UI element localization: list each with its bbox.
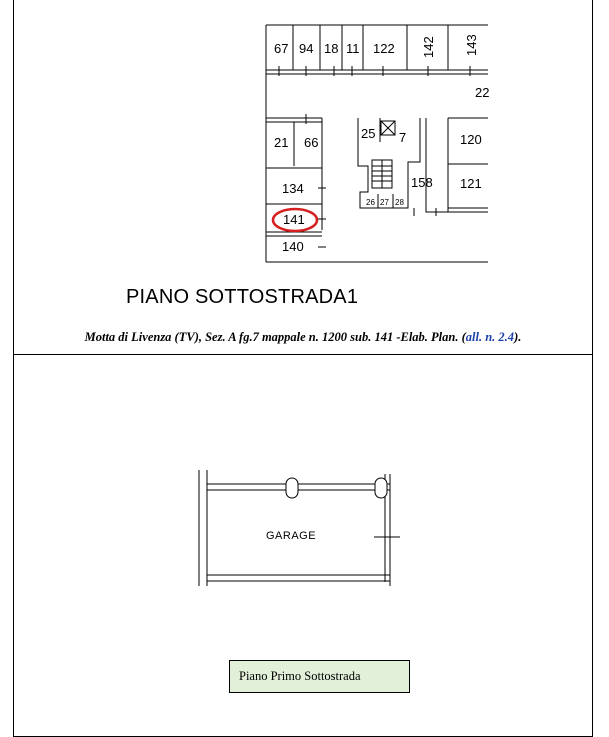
unit-26: 26 <box>366 198 375 207</box>
caption-reference: all. n. 2.4 <box>465 330 515 344</box>
unit-134: 134 <box>282 181 304 196</box>
unit-66: 66 <box>304 135 319 150</box>
pillar <box>375 478 387 498</box>
unit-22: 22 <box>475 85 490 100</box>
floor-title: PIANO SOTTOSTRADA1 <box>126 286 359 308</box>
plan-wall <box>426 118 450 212</box>
floor-plan-bottom <box>199 470 400 586</box>
unit-27: 27 <box>380 198 389 207</box>
unit-141: 141 <box>283 212 305 227</box>
caption-end: ). <box>514 330 522 344</box>
caption <box>13 330 593 345</box>
unit-158: 158 <box>411 175 433 190</box>
unit-7: 7 <box>399 130 407 145</box>
unit-28: 28 <box>395 198 404 207</box>
unit-122: 122 <box>373 41 395 56</box>
unit-18: 18 <box>324 41 339 56</box>
unit-21: 21 <box>274 135 289 150</box>
unit-25: 25 <box>361 126 376 141</box>
unit-11: 11 <box>346 41 360 56</box>
garage-label: GARAGE <box>266 530 317 542</box>
floor-legend-label: Piano Primo Sottostrada <box>239 669 361 683</box>
unit-142: 142 <box>421 36 436 58</box>
pillar <box>286 478 298 498</box>
unit-121: 121 <box>460 176 482 191</box>
unit-120: 120 <box>460 132 482 147</box>
unit-143: 143 <box>464 34 479 56</box>
unit-94: 94 <box>299 41 314 56</box>
unit-140: 140 <box>282 239 304 254</box>
unit-67: 67 <box>274 41 289 56</box>
floor-legend-box <box>229 660 410 693</box>
caption-main: Motta di Livenza (TV), Sez. A fg.7 mappale n. 1200 sub. 141 -Elab. Plan. ( <box>84 330 466 344</box>
